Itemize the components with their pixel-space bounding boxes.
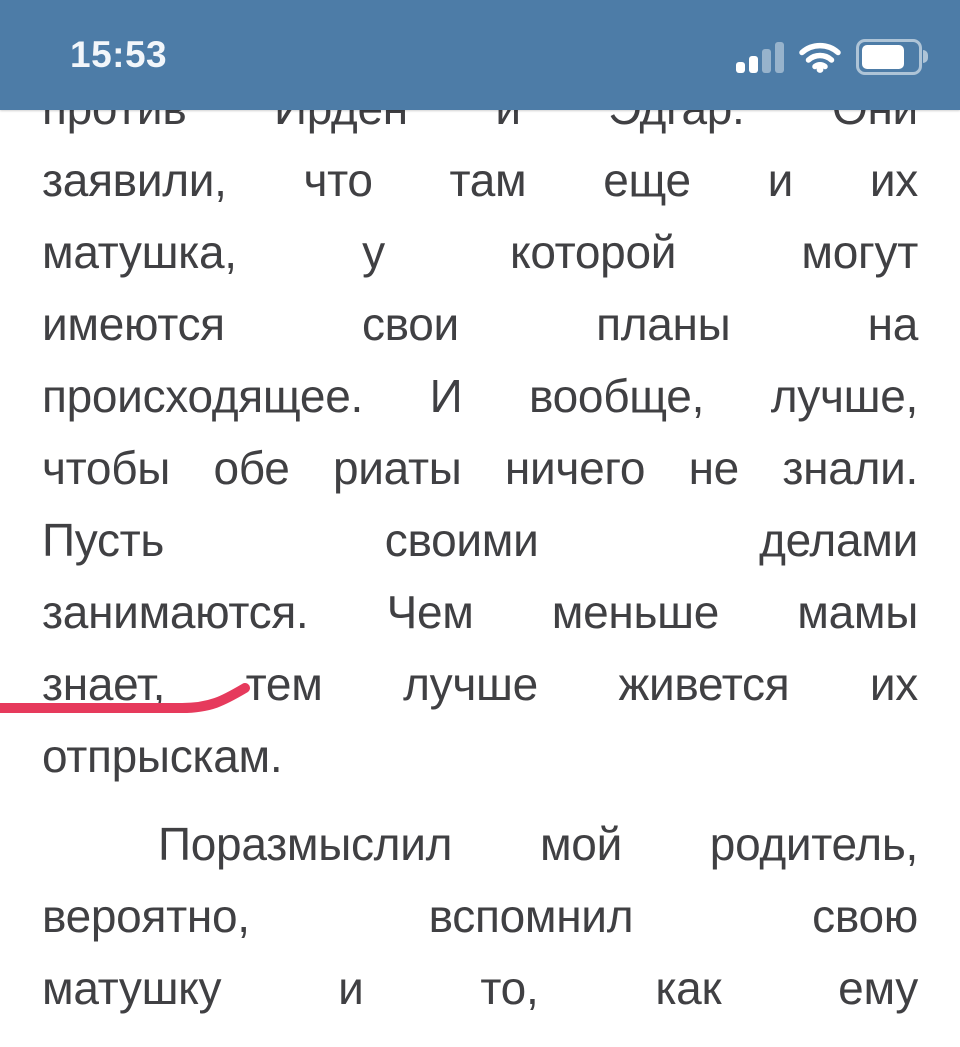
text-line	[42, 432, 918, 504]
word: Пусть	[42, 514, 165, 566]
word: знает,	[42, 658, 166, 710]
word: ничего	[504, 442, 646, 494]
word: меньше	[551, 586, 720, 638]
text-line	[42, 144, 918, 216]
word: матушка,	[42, 226, 237, 278]
text-line	[42, 648, 918, 720]
word: мамы	[797, 586, 918, 638]
text-line	[42, 504, 918, 576]
text-line	[42, 216, 918, 288]
word: свои	[361, 298, 459, 350]
word: лучше	[403, 658, 538, 710]
word: на	[867, 298, 918, 350]
word: И	[429, 370, 463, 422]
word: вспомнил	[428, 890, 634, 942]
word: обе	[213, 442, 290, 494]
word: что	[303, 154, 373, 206]
word: которой	[510, 226, 677, 278]
word: планы	[596, 298, 731, 350]
word: отпрыскам.	[42, 730, 283, 782]
word: и	[767, 154, 794, 206]
status-icons	[736, 41, 930, 73]
word: ему	[838, 962, 918, 1014]
battery-icon	[856, 39, 922, 75]
cellular-signal-icon	[736, 42, 784, 73]
word: не	[688, 442, 739, 494]
text-line	[42, 880, 918, 952]
word: там	[449, 154, 527, 206]
word: имеются	[42, 298, 225, 350]
word: лучше,	[770, 370, 918, 422]
word: у	[362, 226, 385, 278]
word: и	[338, 962, 364, 1014]
word: мой	[539, 818, 622, 870]
status-time: 15:53	[70, 34, 168, 75]
word: тем	[245, 658, 323, 710]
word: вообще,	[529, 370, 705, 422]
text-line	[42, 720, 918, 792]
status-bar	[0, 0, 960, 110]
text-line	[42, 360, 918, 432]
word: живется	[618, 658, 790, 710]
paragraph	[42, 808, 918, 1024]
word: происходящее.	[42, 370, 363, 422]
word: то,	[480, 962, 539, 1014]
word: еще	[603, 154, 691, 206]
battery-fill	[862, 45, 904, 69]
wifi-icon	[799, 42, 841, 73]
text-line	[42, 952, 918, 1024]
word: знали.	[782, 442, 918, 494]
word: заявили,	[42, 154, 227, 206]
text-line	[42, 808, 918, 880]
text-line	[42, 288, 918, 360]
word: их	[869, 658, 918, 710]
word: делами	[759, 514, 918, 566]
battery-cap	[923, 50, 928, 63]
word: занимаются.	[42, 586, 309, 638]
word: риаты	[333, 442, 462, 494]
word: вероятно,	[42, 890, 250, 942]
word: свою	[812, 890, 918, 942]
text-line	[42, 576, 918, 648]
word: чтобы	[42, 442, 171, 494]
word: родитель,	[709, 818, 918, 870]
word: своими	[384, 514, 539, 566]
word: Чем	[386, 586, 474, 638]
word: как	[655, 962, 722, 1014]
word: матушку	[42, 962, 222, 1014]
word: их	[869, 154, 918, 206]
word: Поразмыслил	[158, 818, 453, 870]
word: могут	[801, 226, 918, 278]
paragraph	[42, 72, 918, 792]
